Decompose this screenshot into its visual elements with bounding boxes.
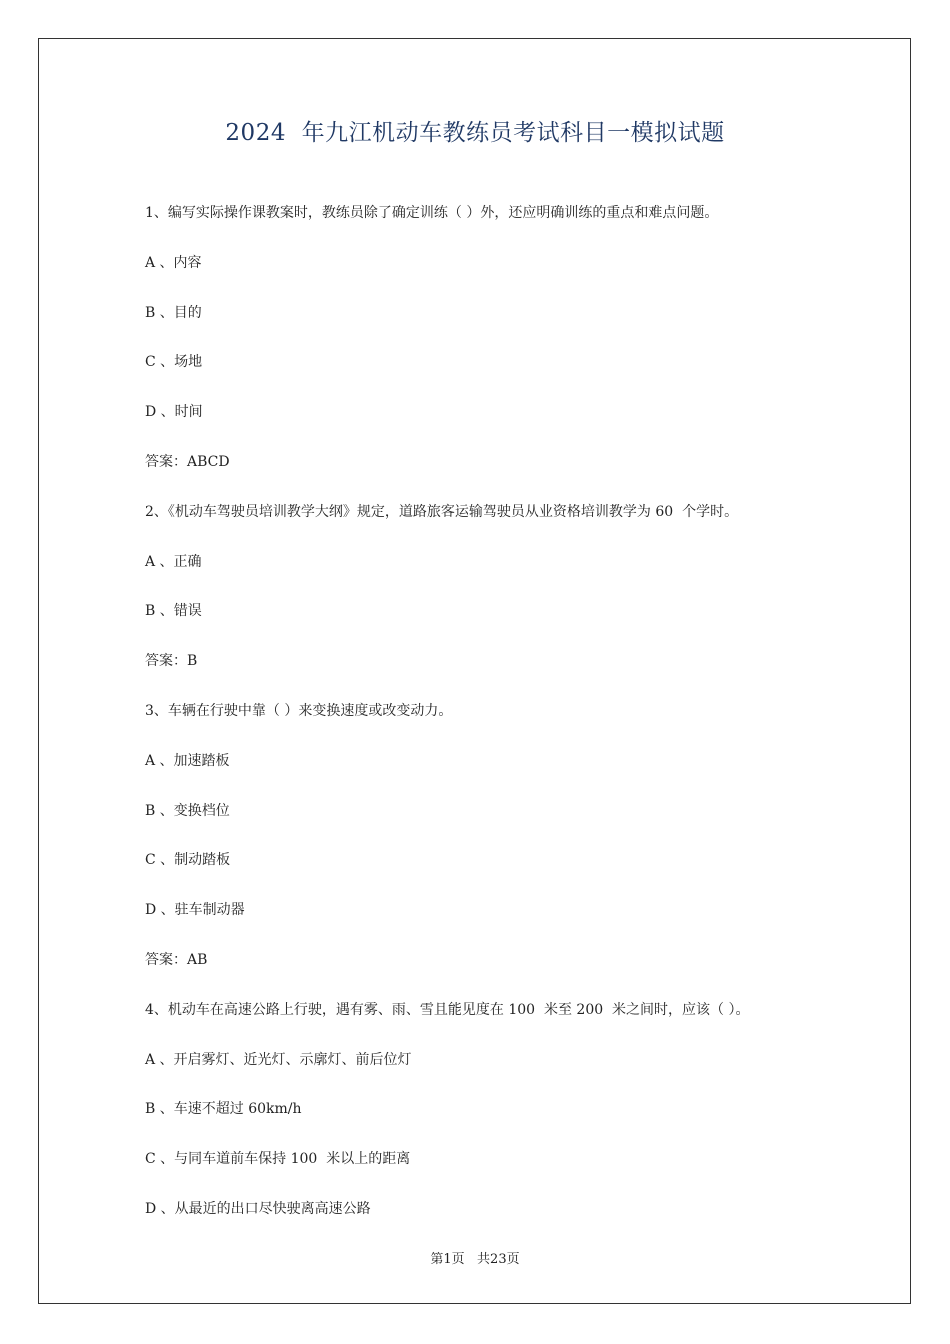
question-3-option-d: D 、驻车制动器 (145, 902, 245, 919)
question-2-option-b: B 、错误 (145, 603, 202, 620)
question-list (145, 200, 845, 1246)
question-1-answer: 答案：ABCD (145, 453, 230, 470)
question-4-option-b: B 、车速不超过 60km/h (145, 1101, 302, 1118)
document-title: 2024 年九江机动车教练员考试科目一模拟试题 (225, 120, 725, 146)
question-2-answer: 答案：B (145, 653, 198, 670)
question-4-option-c: C 、与同车道前车保持 100 米以上的距离 (145, 1151, 411, 1168)
question-2-stem: 2、《机动车驾驶员培训教学大纲》规定，道路旅客运输驾驶员从业资格培训教学为 60 个学时。 (145, 503, 739, 520)
question-1-stem: 1、编写实际操作课教案时，教练员除了确定训练（ ）外，还应明确训练的重点和难点问题。 (145, 205, 719, 221)
question-1-option-d: D 、时间 (145, 404, 203, 421)
question-3-option-a: A 、加速踏板 (145, 752, 230, 769)
question-1-option-a: A 、内容 (145, 254, 202, 271)
question-3-option-c: C 、制动踏板 (145, 852, 231, 869)
question-4-option-a: A 、开启雾灯、近光灯、示廓灯、前后位灯 (145, 1051, 412, 1068)
question-1-option-b: B 、目的 (145, 304, 202, 321)
question-3-stem: 3、车辆在行驶中靠（ ）来变换速度或改变动力。 (145, 702, 453, 719)
question-3-answer: 答案：AB (145, 951, 208, 968)
page-footer: 第1页 共23页 (430, 1252, 520, 1267)
question-3-option-b: B 、变换档位 (145, 802, 230, 819)
question-2-option-a: A 、正确 (145, 553, 202, 570)
question-4-option-d: D 、从最近的出口尽快驶离高速公路 (145, 1200, 371, 1217)
question-1-option-c: C 、场地 (145, 354, 203, 371)
question-4-stem: 4、机动车在高速公路上行驶，遇有雾、雨、雪且能见度在 100 米至 200 米之间时，应该（ ）。 (145, 1001, 750, 1018)
